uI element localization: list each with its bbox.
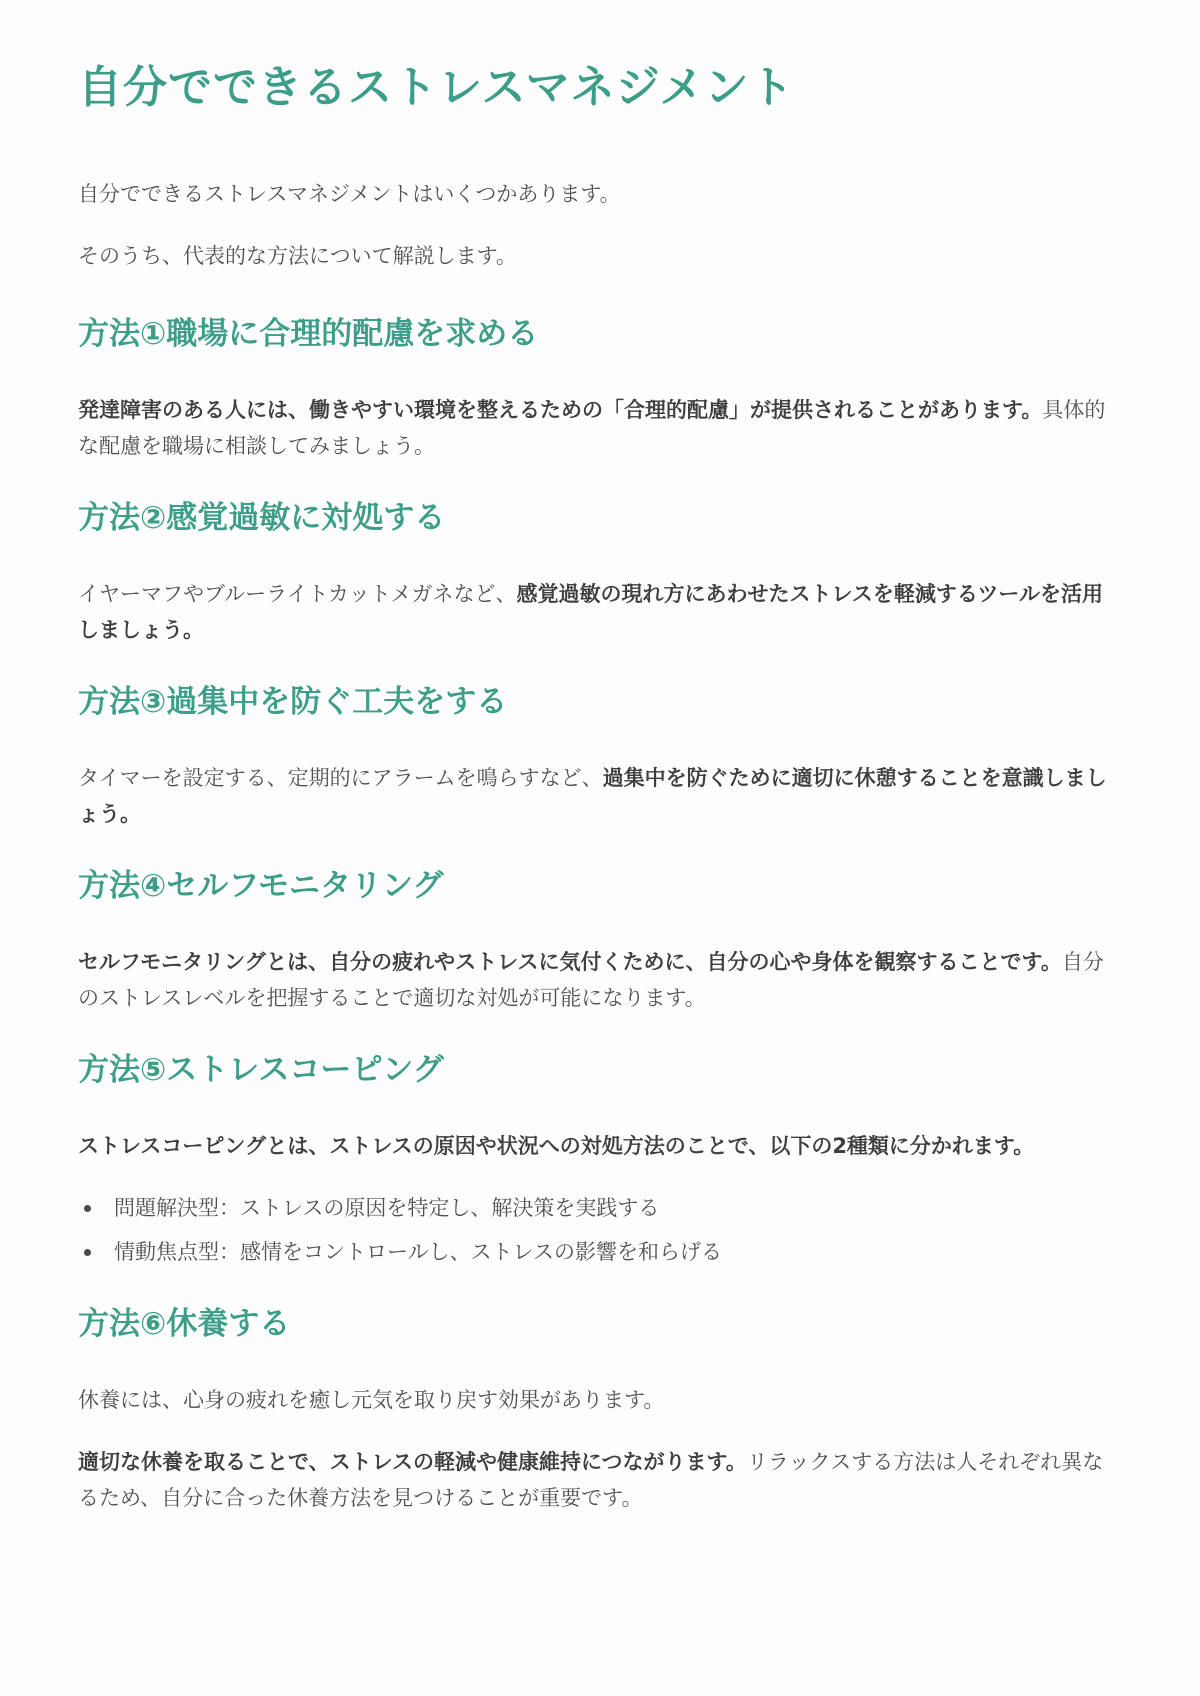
paragraph-text: 具体的な配慮を職場に相談してみましょう。 xyxy=(78,398,1106,458)
section-paragraph xyxy=(78,760,1122,832)
paragraph-text: 自分のストレスレベルを把握することで適切な対処が可能になります。 xyxy=(78,950,1104,1010)
paragraph-bold-text: 適切な休養を取ることで、ストレスの軽減や健康維持につながります。 xyxy=(78,1450,747,1474)
list-item-text: 問題解決型：ストレスの原因を特定し、解決策を実践する xyxy=(114,1196,660,1220)
list-item xyxy=(78,1234,1122,1270)
section-paragraph: 休養には、心身の疲れを癒し元気を取り戻す効果があります。 xyxy=(78,1388,665,1412)
paragraph-bold-text: 過集中を防ぐために適切に休憩することを意識しましょう。 xyxy=(78,766,1107,826)
page-title: 自分でできるストレスマネジメント xyxy=(78,62,795,113)
paragraph-bold-text: 感覚過敏の現れ方にあわせたストレスを軽減するツールを活用しましょう。 xyxy=(78,582,1104,642)
section-paragraph xyxy=(78,1128,1122,1164)
paragraph-text: イヤーマフやブルーライトカットメガネなど、 xyxy=(78,582,517,606)
bullet-icon xyxy=(84,1205,91,1212)
paragraph-text: タイマーを設定する、定期的にアラームを鳴らすなど、 xyxy=(78,766,603,790)
section-paragraph xyxy=(78,576,1122,648)
bullet-list xyxy=(78,1190,1122,1270)
list-item xyxy=(78,1190,1122,1226)
section-paragraph xyxy=(78,1444,1122,1516)
list-item-text: 情動焦点型：感情をコントロールし、ストレスの影響を和らげる xyxy=(114,1240,722,1264)
intro-paragraph: そのうち、代表的な方法について解説します。 xyxy=(78,244,517,268)
section-paragraph xyxy=(78,944,1122,1016)
intro-paragraph: 自分でできるストレスマネジメントはいくつかあります。 xyxy=(78,182,621,206)
section-heading: 方法④セルフモニタリング xyxy=(78,868,444,904)
section-heading: 方法①職場に合理的配慮を求める xyxy=(78,316,539,352)
section-heading: 方法③過集中を防ぐ工夫をする xyxy=(78,684,508,720)
section-heading: 方法⑥休養する xyxy=(78,1306,291,1342)
section-heading: 方法②感覚過敏に対処する xyxy=(78,500,446,536)
paragraph-text: リラックスする方法は人それぞれ異なるため、自分に合った休養方法を見つけることが重要です。 xyxy=(78,1450,1104,1510)
section-heading: 方法⑤ストレスコーピング xyxy=(78,1052,444,1088)
section-paragraph xyxy=(78,392,1122,464)
bullet-icon xyxy=(84,1249,91,1256)
paragraph-bold-text: ストレスコーピングとは、ストレスの原因や状況への対処方法のことで、以下の2種類に分かれます。 xyxy=(78,1134,1035,1158)
paragraph-bold-text: セルフモニタリングとは、自分の疲れやストレスに気付くために、自分の心や身体を観察することです。 xyxy=(78,950,1062,974)
paragraph-bold-text: 発達障害のある人には、働きやすい環境を整えるための「合理的配慮」が提供されることがあります。 xyxy=(78,398,1043,422)
